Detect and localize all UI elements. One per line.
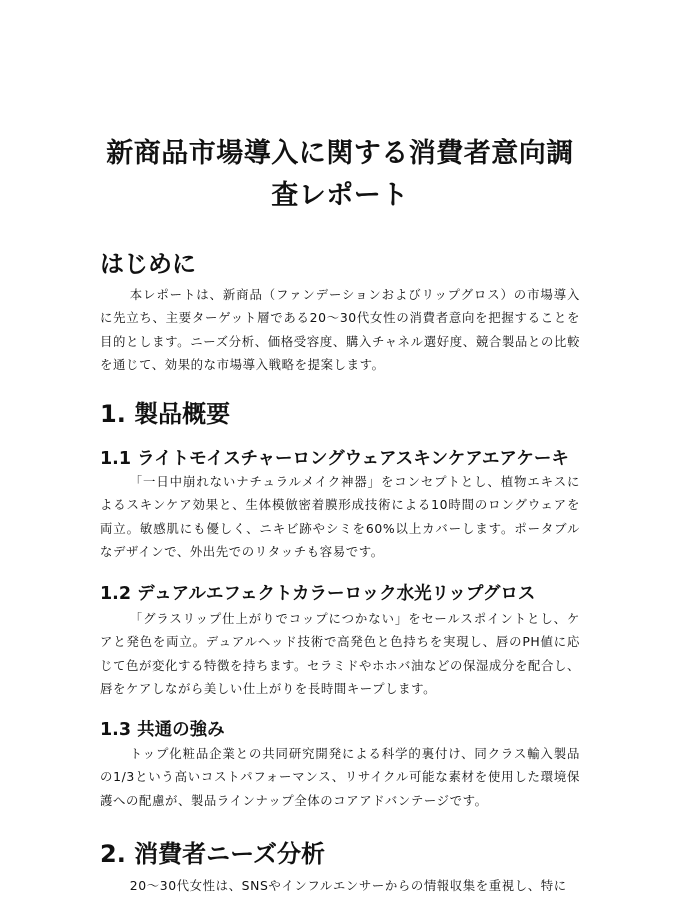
section-1-3-paragraph: トップ化粧品企業との共同研究開発による科学的裏付け、同クラス輸入製品の1/3という高いコストパフォーマンス、リサイクル可能な素材を使用した環境保護への配慮が、製品ラインナップ全体のコアアドバンテージです。 [100, 746, 580, 808]
intro-heading: はじめに [100, 250, 196, 278]
section-1-1-heading: 1.1 ライトモイスチャーロングウェアスキンケアエアケーキ [100, 449, 569, 469]
section-1-heading: 1. 製品概要 [100, 400, 231, 428]
report-title: 新商品市場導入に関する消費者意向調査レポート [106, 138, 574, 211]
intro-paragraph: 本レポートは、新商品（ファンデーションおよびリップグロス）の市場導入に先立ち、主要ターゲット層である20〜30代女性の消費者意向を把握することを目的とします。ニーズ分析、価格受容度、購入チャネル選好度、競合製品との比較を通じて、効果的な市場導入戦略を提案します。 [100, 287, 580, 372]
section-1-1-paragraph: 「一日中崩れないナチュラルメイク神器」をコンセプトとし、植物エキスによるスキンケア効果と、生体模倣密着膜形成技術による10時間のロングウェアを両立。敏感肌にも優しく、ニキビ跡やシミを60%以上カバーします。ポータブルなデザインで、外出先でのリタッチも容易です。 [100, 474, 580, 559]
section-2-paragraph: 20〜30代女性は、SNSやインフルエンサーからの情報収集を重視し、特に [129, 878, 567, 893]
section-2-heading: 2. 消費者ニーズ分析 [100, 840, 325, 868]
section-1-3-heading: 1.3 共通の強み [100, 720, 225, 740]
section-1-2-heading: 1.2 デュアルエフェクトカラーロック水光リップグロス [100, 584, 536, 604]
section-1-2-paragraph: 「グラスリップ仕上がりでコップにつかない」をセールスポイントとし、ケアと発色を両立。デュアルヘッド技術で高発色と色持ちを実現し、唇のPH値に応じて色が変化する特徴を持ちます。セラミドやホホバ油などの保湿成分を配合し、唇をケアしながら美しい仕上がりを長時間キープします。 [100, 611, 580, 696]
